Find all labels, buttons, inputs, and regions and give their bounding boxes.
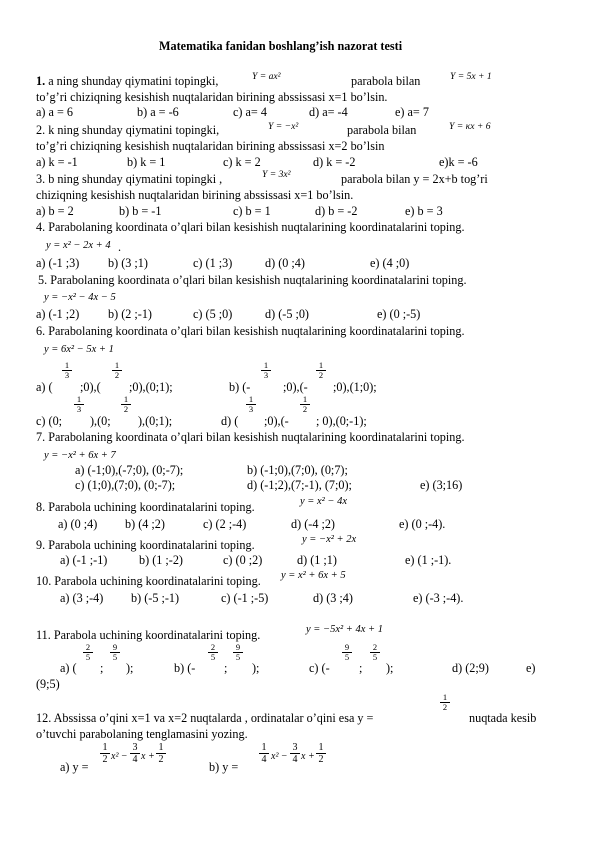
- question-11-text: 11. Parabola uchining koordinatalarini toping.: [36, 628, 261, 642]
- question-6-option-a-fraction-1: 1 3: [62, 361, 72, 380]
- question-12-option-a-term-2: x +: [141, 751, 155, 762]
- question-7-option-e: e) (3;16): [420, 478, 463, 492]
- question-8-option-c: c) (2 ;-4): [203, 517, 247, 531]
- question-12-option-a-fraction-2: 3 4: [130, 742, 140, 765]
- question-9-text: 9. Parabola uchining koordinatalarini toping.: [36, 538, 255, 552]
- question-5-option-a: a) (-1 ;2): [36, 307, 80, 321]
- question-4-tail: .: [118, 240, 122, 254]
- question-10-text: 10. Parabola uchining koordinatalarini toping.: [36, 574, 261, 588]
- question-11-option-b-part-1: b) (-: [174, 661, 196, 675]
- question-8-formula: y = x² − 4x: [300, 496, 348, 507]
- question-12-text: 12. Abssissa o’qini x=1 va x=2 nuqtalarda , ordinatalar o’qini esa y =: [36, 711, 374, 725]
- question-1-mid: parabola bilan: [351, 74, 421, 88]
- question-1-line-1: [36, 74, 218, 88]
- question-6-option-c-part-2: ),(0;: [90, 414, 111, 428]
- question-11-option-d: d) (2;9): [452, 661, 489, 675]
- question-11-option-b-fraction-1: 2 5: [208, 643, 218, 662]
- question-6-option-c-part-3: ),(0;1);: [138, 414, 173, 428]
- question-11-option-a-fraction-1: 2 5: [83, 643, 93, 662]
- question-11-option-a-part-2: ;: [100, 661, 104, 675]
- question-12-tail: nuqtada kesib: [469, 711, 537, 725]
- question-9-option-b: b) (1 ;-2): [139, 553, 183, 567]
- question-12-option-b-fraction-2: 3 4: [290, 742, 300, 765]
- question-11-option-b-part-2: ;: [224, 661, 228, 675]
- question-7-option-d: d) (-1;2),(7;-1), (7;0);: [247, 478, 352, 492]
- question-10-option-d: d) (3 ;4): [313, 591, 353, 605]
- question-4-text: 4. Parabolaning koordinata o’qlari bilan kesishish nuqtalarining koordinatalarini toping.: [36, 220, 465, 234]
- question-10-option-a: a) (3 ;-4): [60, 591, 104, 605]
- question-6-option-a-part-1: a) (: [36, 380, 53, 394]
- question-7-formula: y = −x² + 6x + 7: [44, 450, 116, 461]
- question-3-option-b: b) b = -1: [119, 204, 162, 218]
- question-11-option-c-fraction-1: 9 5: [342, 643, 352, 662]
- question-6-option-d-part-1: d) (: [221, 414, 239, 428]
- question-11-option-e-continued: (9;5): [36, 677, 60, 691]
- question-3-option-d: d) b = -2: [315, 204, 358, 218]
- question-6-option-c-fraction-2: 1 2: [121, 395, 131, 414]
- question-11-option-b-fraction-2: 9 5: [233, 643, 243, 662]
- question-8-option-b: b) (4 ;2): [125, 517, 165, 531]
- question-11-option-c-part-2: ;: [359, 661, 363, 675]
- question-4-formula: y = x² − 2x + 4: [46, 240, 111, 251]
- question-2-line-2: to’g’ri chiziqning kesishish nuqtalaridan birining abssissasi x=2 bo’lsin: [36, 139, 385, 153]
- question-12-fraction: 1 2: [440, 693, 450, 712]
- question-9-option-e: e) (1 ;-1).: [405, 553, 452, 567]
- question-5-option-e: e) (0 ;-5): [377, 307, 421, 321]
- question-3-option-c: c) b = 1: [233, 204, 271, 218]
- question-7-option-b: b) (-1;0),(7;0), (0;7);: [247, 463, 348, 477]
- question-11-option-c-part-3: );: [386, 661, 394, 675]
- question-5-option-d: d) (-5 ;0): [265, 307, 309, 321]
- question-4-option-d: d) (0 ;4): [265, 256, 305, 270]
- question-3-line-2: chiziqning kesishish nuqtalaridan birining abssissasi x=1 bo’lsin.: [36, 188, 354, 202]
- question-2-option-a: a) k = -1: [36, 155, 78, 169]
- question-10-option-e: e) (-3 ;-4).: [413, 591, 464, 605]
- question-8-option-a: a) (0 ;4): [58, 517, 98, 531]
- question-11-option-e: e): [526, 661, 536, 675]
- question-11-option-a-part-1: a) (: [60, 661, 77, 675]
- question-6-option-d-part-2: ;0),(-: [264, 414, 289, 428]
- question-12-option-b-label: b) y =: [209, 760, 239, 774]
- question-3-line-1: 3. b ning shunday qiymatini topingki ,: [36, 172, 223, 186]
- question-3-mid: parabola bilan y = 2x+b tog’ri: [341, 172, 488, 186]
- question-12-option-a-fraction-3: 1 2: [156, 742, 166, 765]
- question-9-option-d: d) (1 ;1): [297, 553, 337, 567]
- question-8-option-e: e) (0 ;-4).: [399, 517, 446, 531]
- question-6-option-d-fraction-1: 1 3: [246, 395, 256, 414]
- question-2-formula-2: Y = κx + 6: [449, 121, 491, 132]
- question-6-option-d-fraction-2: 1 2: [300, 395, 310, 414]
- question-10-option-c: c) (-1 ;-5): [221, 591, 269, 605]
- question-6-option-a-fraction-2: 1 2: [112, 361, 122, 380]
- question-6-option-b-part-1: b) (-: [229, 380, 251, 394]
- question-4-option-c: c) (1 ;3): [193, 256, 233, 270]
- question-8-text: 8. Parabola uchining koordinatalarini toping.: [36, 500, 255, 514]
- question-12-option-a-fraction-1: 1 2: [100, 742, 110, 765]
- question-11-option-c-part-1: c) (-: [309, 661, 330, 675]
- question-11-option-b-part-3: );: [252, 661, 260, 675]
- question-5-option-c: c) (5 ;0): [193, 307, 233, 321]
- question-9-formula: y = −x² + 2x: [302, 534, 357, 545]
- question-4-option-a: a) (-1 ;3): [36, 256, 80, 270]
- question-5-formula: y = −x² − 4x − 5: [44, 292, 116, 303]
- question-4-option-b: b) (3 ;1): [108, 256, 148, 270]
- question-1-text: a ning shunday qiymatini topingki,: [45, 74, 219, 88]
- question-7-option-c: c) (1;0),(7;0), (0;-7);: [75, 478, 176, 492]
- question-2-line-1: 2. k ning shunday qiymatini topingki,: [36, 123, 220, 137]
- question-12-option-b-term-2: x +: [301, 751, 315, 762]
- question-10-formula: y = x² + 6x + 5: [281, 570, 346, 581]
- question-7-option-a: a) (-1;0),(-7;0), (0;-7);: [75, 463, 184, 477]
- question-6-option-a-part-3: ;0),(0;1);: [129, 380, 173, 394]
- question-12-option-b-term-1: x² −: [271, 751, 288, 762]
- question-9-option-c: c) (0 ;2): [223, 553, 263, 567]
- question-6-formula: y = 6x² − 5x + 1: [44, 344, 114, 355]
- question-6-option-c-fraction-1: 1 3: [74, 395, 84, 414]
- question-5-text: 5. Parabolaning koordinata o’qlari bilan kesishish nuqtalarining koordinatalarini toping.: [38, 273, 467, 287]
- question-6-option-b-fraction-2: 1 2: [316, 361, 326, 380]
- question-1-line-2: to’g’ri chiziqning kesishish nuqtalaridan birining abssissasi x=1 bo’lsin.: [36, 90, 388, 104]
- question-6-option-a-part-2: ;0),(: [80, 380, 101, 394]
- question-11-formula: y = −5x² + 4x + 1: [306, 624, 383, 635]
- question-1-option-d: d) a= -4: [309, 105, 348, 119]
- question-3-formula-1: Y = 3x²: [262, 169, 291, 180]
- page-title: Matematika fanidan boshlang’ish nazorat testi: [159, 39, 403, 53]
- question-1-option-a: a) a = 6: [36, 105, 73, 119]
- question-6-option-b-part-3: ;0),(1;0);: [333, 380, 377, 394]
- question-6-option-b-part-2: ;0),(-: [283, 380, 308, 394]
- question-12-option-b-fraction-1: 1 4: [259, 742, 269, 765]
- question-11-option-c-fraction-2: 2 5: [370, 643, 380, 662]
- question-9-option-a: a) (-1 ;-1): [60, 553, 108, 567]
- question-2-option-d: d) k = -2: [313, 155, 356, 169]
- question-7-text: 7. Parabolaning koordinata o’qlari bilan kesishish nuqtalarining koordinatalarini toping.: [36, 430, 465, 444]
- question-4-option-e: e) (4 ;0): [370, 256, 410, 270]
- question-1-formula-2: Y = 5x + 1: [450, 71, 492, 82]
- question-10-option-b: b) (-5 ;-1): [131, 591, 180, 605]
- question-11-option-a-part-3: );: [126, 661, 134, 675]
- question-2-mid: parabola bilan: [347, 123, 417, 137]
- question-1-option-c: c) a= 4: [233, 105, 267, 119]
- question-6-option-c-part-1: c) (0;: [36, 414, 63, 428]
- question-5-option-b: b) (2 ;-1): [108, 307, 152, 321]
- question-12-option-b-fraction-3: 1 2: [316, 742, 326, 765]
- question-1-number: 1.: [36, 74, 46, 88]
- question-3-option-a: a) b = 2: [36, 204, 74, 218]
- question-8-option-d: d) (-4 ;2): [291, 517, 335, 531]
- question-6-option-b-fraction-1: 1 3: [261, 361, 271, 380]
- question-3-option-e: e) b = 3: [405, 204, 443, 218]
- question-12-line-2: o’tuvchi parabolaning tenglamasini yozing.: [36, 727, 248, 741]
- question-2-option-e: e)k = -6: [439, 155, 478, 169]
- question-12-option-a-label: a) y =: [60, 760, 89, 774]
- question-6-text: 6. Parabolaning koordinata o’qlari bilan kesishish nuqtalarining koordinatalarini toping.: [36, 324, 465, 338]
- question-2-option-b: b) k = 1: [127, 155, 166, 169]
- question-11-option-a-fraction-2: 9 5: [110, 643, 120, 662]
- question-6-option-d-part-3: ; 0),(0;-1);: [316, 414, 367, 428]
- question-2-formula-1: Y = −x²: [268, 121, 299, 132]
- question-1-option-e: e) a= 7: [395, 105, 429, 119]
- question-1-formula-1: Y = ax²: [252, 71, 281, 82]
- question-1-option-b: b) a = -6: [137, 105, 179, 119]
- question-12-option-a-term-1: x² −: [111, 751, 128, 762]
- question-2-option-c: c) k = 2: [223, 155, 261, 169]
